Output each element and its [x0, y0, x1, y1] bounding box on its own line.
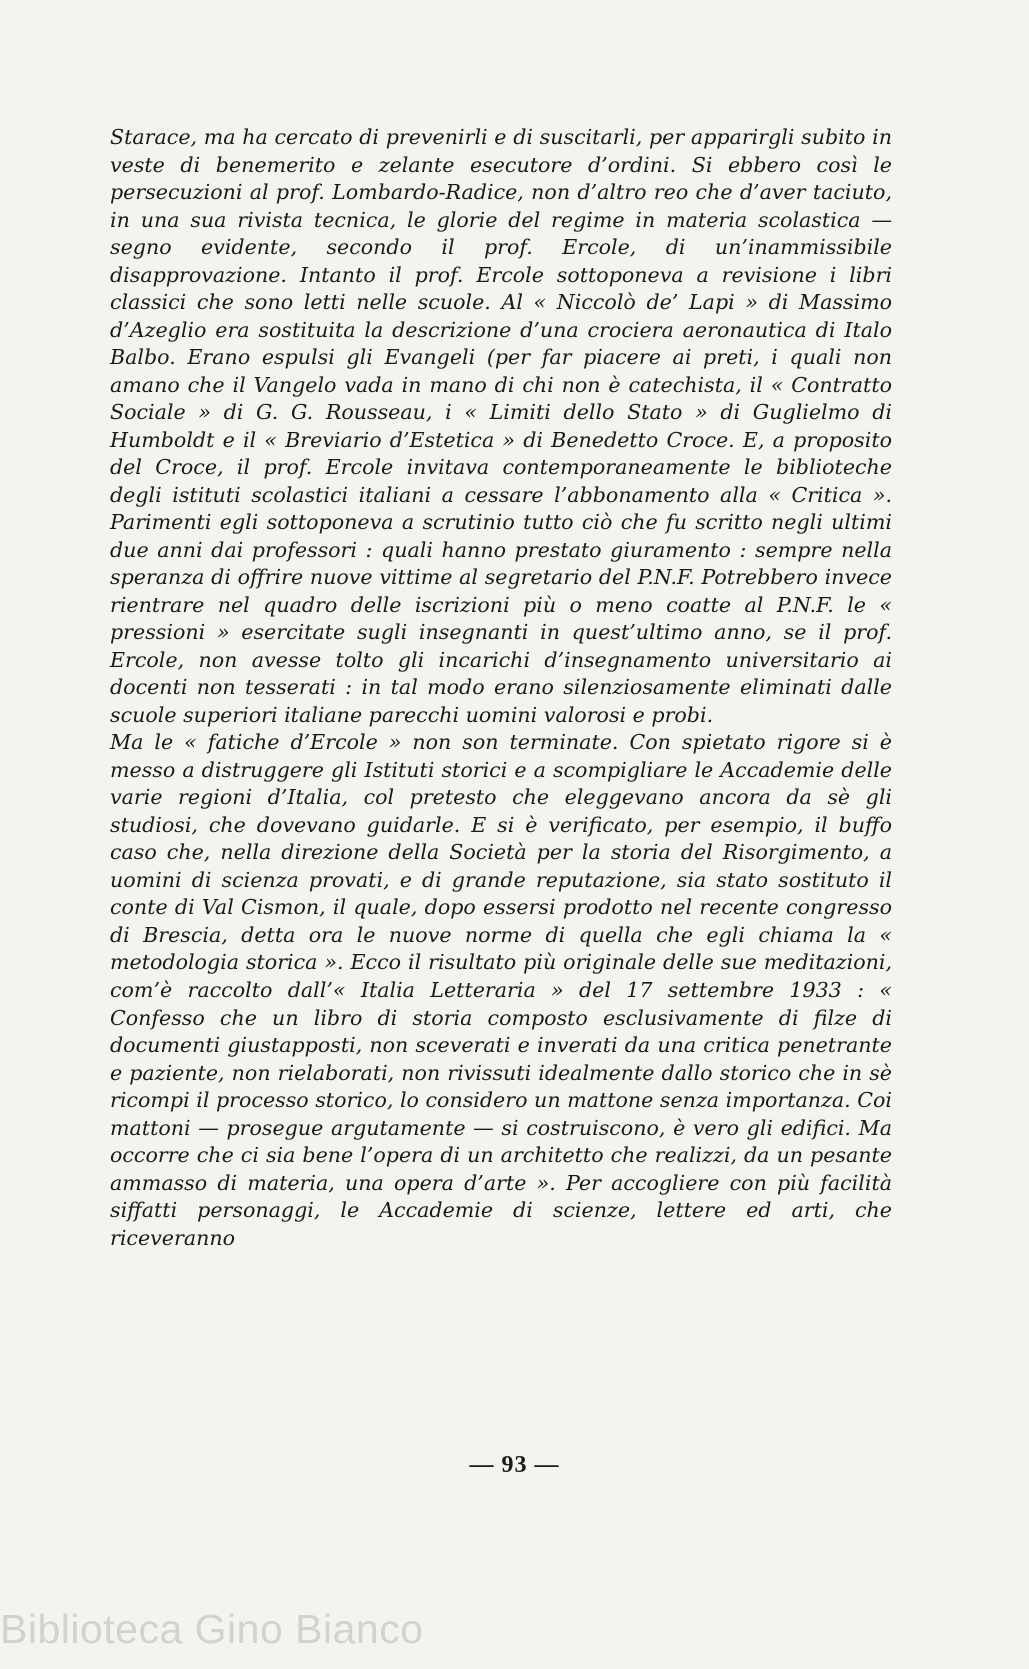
body-text	[110, 124, 892, 1252]
paragraph: Starace, ma ha cercato di prevenirli e di suscitarli, per apparirgli subito in veste di benemerito e zelante esecutore d’ordini. Si ebbero così le persecuzioni al prof. Lombardo-Radice, non d’altro reo che d’aver taciuto, in una sua rivista tecnica, le glorie del regime in materia scolastica — segno evidente, secondo il prof. Ercole, di un’inammissibile disapprovazione. Intanto il prof. Ercole sottoponeva a revisione i libri classici che sono letti nelle scuole. Al « Niccolò de’ Lapi » di Massimo d’Azeglio era sostituita la descrizione d’una crociera aeronautica di Italo Balbo. Erano espulsi gli Evangeli (per far piacere ai preti, i quali non amano che il Vangelo vada in mano di chi non è catechista, il « Contratto Sociale » di G. G. Rousseau, i « Limiti dello Stato » di Guglielmo di Humboldt e il « Breviario d’Estetica » di Benedetto Croce. E, a proposito del Croce, il prof. Ercole invitava contemporaneamente le biblioteche degli istituti scolastici italiani a cessare l’abbonamento alla « Critica ». Parimenti egli sottoponeva a scrutinio tutto ciò che fu scritto negli ultimi due anni dai professori : quali hanno prestato giuramento : sempre nella speranza di offrire nuove vittime al segretario del P.N.F. Potrebbero invece rientrare nel quadro delle iscrizioni più o meno coatte al P.N.F. le « pressioni » esercitate sugli insegnanti in quest’ultimo anno, se il prof. Ercole, non avesse tolto gli incarichi d’insegnamento universitario ai docenti non tesserati : in tal modo erano silenziosamente eliminati dalle scuole superiori italiane parecchi uomini valorosi e probi.	[110, 125, 892, 727]
paragraph: Ma le « fatiche d’Ercole » non son terminate. Con spietato rigore si è messo a distruggere gli Istituti storici e a scompigliare le Accademie delle varie regioni d’Italia, col pretesto che eleggevano ancora da sè gli studiosi, che dovevano guidarle. E si è verificato, per esempio, il buffo caso che, nella direzione della Società per la storia del Risorgimento, a uomini di scienza provati, e di grande reputazione, sia stato sostituto il conte di Val Cismon, il quale, dopo essersi prodotto nel recente congresso di Brescia, detta ora le nuove norme di quella che egli chiama la « metodologia storica ». Ecco il risultato più originale delle sue meditazioni, com’è raccolto dall’« Italia Letteraria » del 17 settembre 1933 : « Confesso che un libro di storia composto esclusivamente di filze di documenti giustapposti, non sceverati e inverati da una critica penetrante e paziente, non rielaborati, non rivissuti idealmente dallo storico che in sè ricompi il processo storico, lo considero un mattone senza importanza. Coi mattoni — prosegue argutamente — si costruiscono, è vero gli edifici. Ma occorre che ci sia bene l’opera di un architetto che realizzi, da un pesante ammasso di materia, una opera d’arte ». Per accogliere con più facilità siffatti personaggi, le Accademie di scienze, lettere ed arti, che riceveranno	[110, 730, 892, 1250]
library-watermark: Biblioteca Gino Bianco	[0, 1606, 424, 1652]
page-number: — 93 —	[469, 1452, 560, 1478]
